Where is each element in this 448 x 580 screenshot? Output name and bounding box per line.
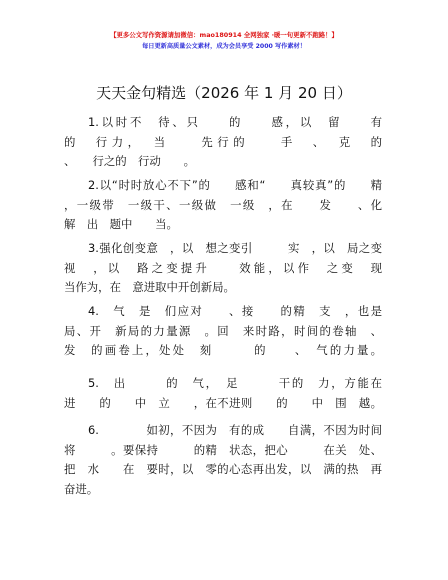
- paragraph-line: 进 的 中 立 ，在不进则 的 中 围 越。: [64, 395, 382, 410]
- paragraph-line: 3.强化创变意 ，以 想之变引 实 ，以 局之变: [88, 241, 382, 255]
- paragraph-line: 的 行力， 当 先行的 手 、 克 的: [64, 134, 382, 149]
- paragraph-6: [64, 421, 382, 499]
- paragraph-2: [64, 176, 382, 235]
- paragraph-line: 6. 如初，不因为 有的成 自满，不因为时间: [88, 423, 382, 437]
- paragraph-line: 当作为，在 意进取中开创新局。: [64, 280, 235, 295]
- paragraph-line: 局、开 新局的力量源 。回 来时路，时间的卷轴 、: [64, 323, 382, 338]
- paragraph-5: [64, 374, 382, 413]
- paragraph-line: 把 水 在 要时，以 零的心态再出发，以 满的热 再: [64, 462, 382, 477]
- paragraph-line: 、 行之的 行动 。: [64, 154, 195, 169]
- paragraph-line: 奋进。: [64, 481, 99, 496]
- banner-bottom: 每日更新高质量公文素材，成为会员享受 2000 写作素材！: [142, 43, 306, 50]
- paragraph-line: 将 。要保持 的精 状态，把心 在关 处、: [64, 442, 382, 457]
- paragraph-line: 视 ，以 路之变提升 效能，以作 之变 现: [64, 260, 382, 275]
- paragraph-1: [64, 113, 382, 172]
- paragraph-line: 5. 出 的 气， 足 干的 力，方能在: [88, 376, 382, 390]
- paragraph-3: [64, 239, 382, 298]
- banner-top: 【更多公文写作资源请加微信：mao180914 全网独家 ·暖一句更新不跑路！】: [110, 31, 338, 39]
- paragraph-4: [64, 302, 382, 361]
- paragraph-line: 解 出 题中 当。: [64, 217, 178, 232]
- paragraph-line: 4. 气 是 们应对 、接 的精 支 ，也是: [88, 304, 382, 318]
- paragraph-line: ，一级带 一级干、一级做 一级 ，在 发 、化: [64, 197, 382, 212]
- paragraph-line: 2.以“时时放心不下”的 感和“ 真较真”的 精: [88, 178, 382, 192]
- page-title: 天天金句精选（2026 年 1 月 20 日）: [96, 84, 352, 102]
- paragraph-line: 1.以时不 待、只 的 感，以 留 有: [88, 115, 382, 129]
- paragraph-line: 发 的画卷上，处处 刻 的 、 气的力量。: [64, 343, 382, 358]
